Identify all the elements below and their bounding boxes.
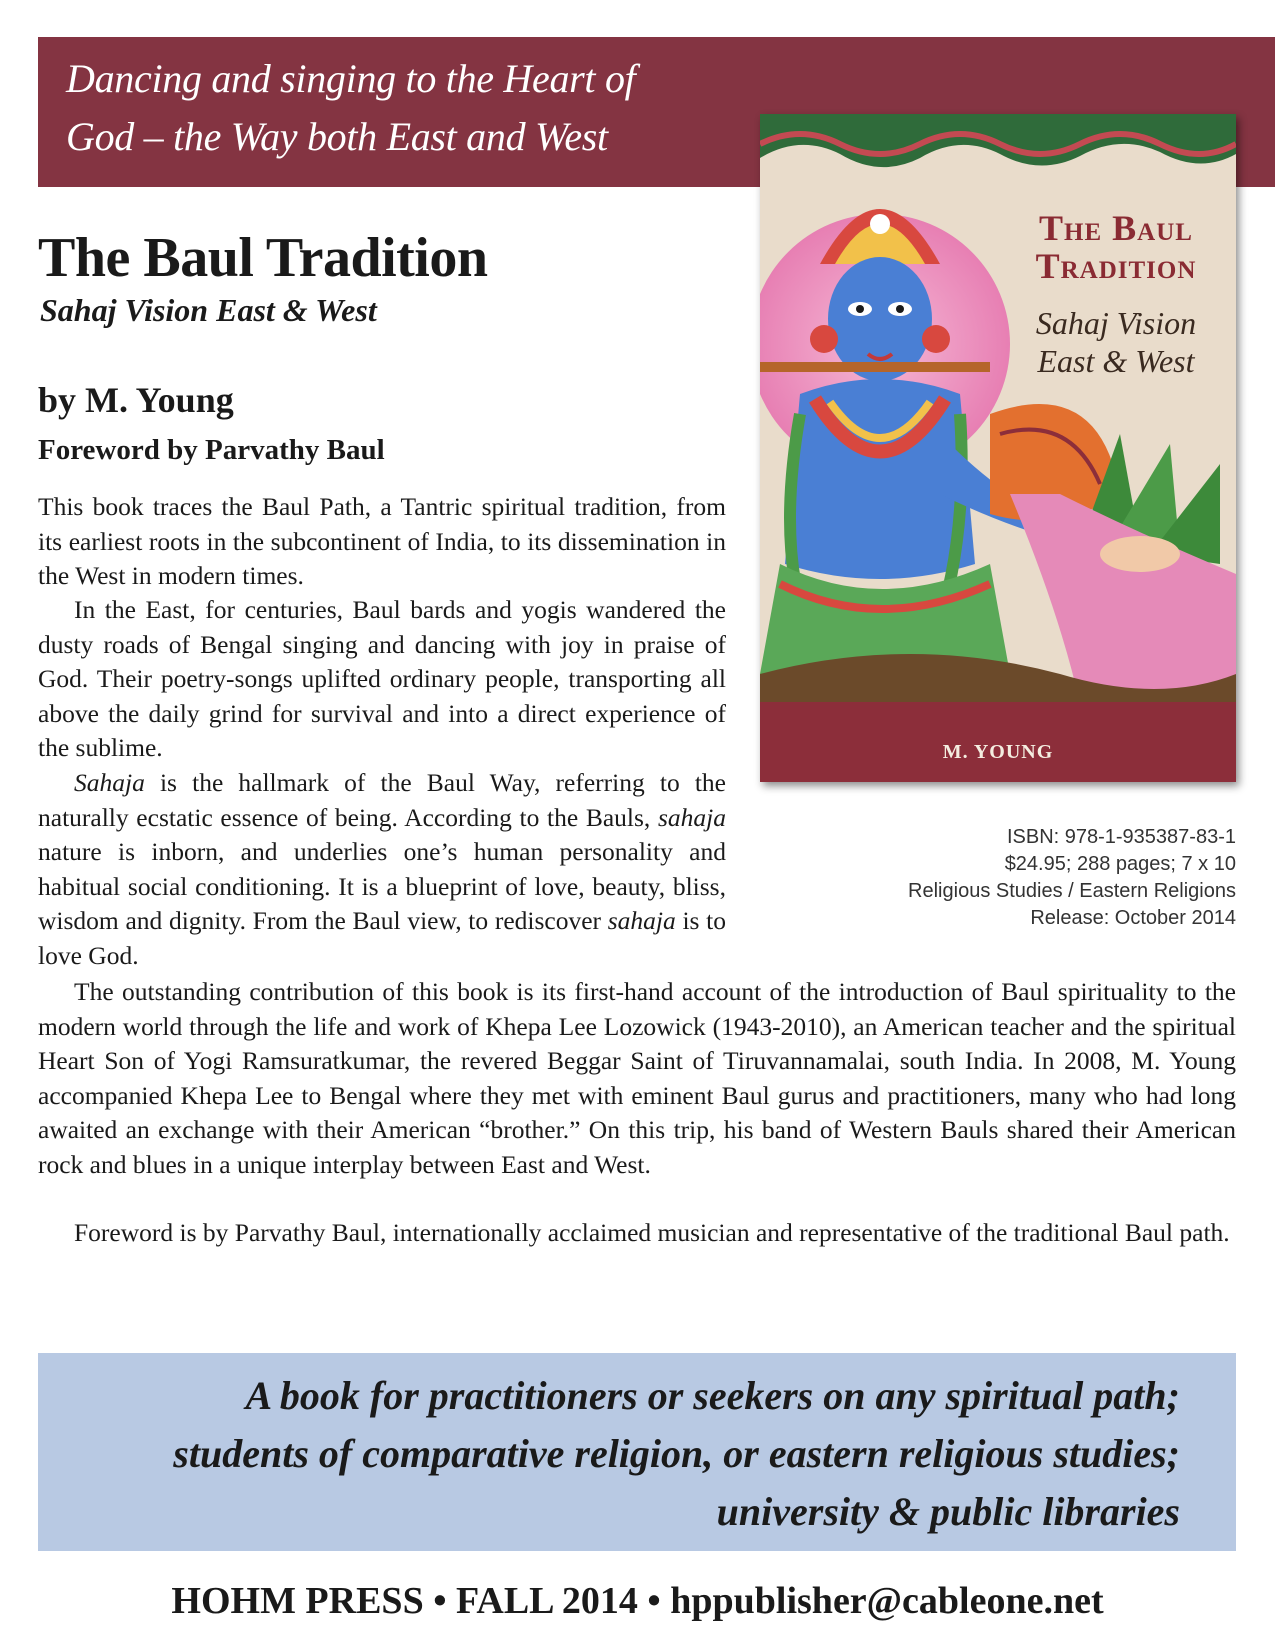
cover-subtitle-line-2: East & West [1037, 343, 1195, 379]
publisher-footer: HOHM PRESS • FALL 2014 • hppublisher@cableone.net [171, 1580, 1104, 1622]
tagline-line-1: Dancing and singing to the Heart of [66, 56, 636, 101]
paragraph-3-part-a: is the hallmark of the Baul Way, referring to the naturally ecstatic essence of being. According to the Bauls, [38, 768, 726, 832]
book-title: The Baul Tradition [38, 227, 488, 289]
book-subtitle: Sahaj Vision East & West [40, 292, 377, 328]
cover-author: M. YOUNG [942, 741, 1054, 763]
cover-subtitle-line-1: Sahaj Vision [1035, 305, 1197, 341]
callout-line-3: university & public libraries [716, 1489, 1180, 1534]
release-date: Release: October 2014 [1030, 907, 1236, 929]
cover-title [996, 209, 1236, 285]
callout-line-2: students of comparative religion, or eastern religious studies; [173, 1431, 1180, 1476]
price-pages-size: $24.95; 288 pages; 7 x 10 [1004, 853, 1236, 875]
cover-title-line-2: Tradition [1035, 246, 1197, 286]
book-metadata [820, 824, 1236, 932]
foreword-line: Foreword by Parvathy Baul [38, 434, 385, 466]
cover-subtitle [996, 304, 1236, 380]
cover-title-line-1: The Baul [1039, 208, 1193, 248]
author-line: by M. Young [38, 380, 234, 420]
body-paragraph-2: In the East, for centuries, Baul bards and yogis wandered the dusty roads of Bengal singing and dancing with joy in praise of God. Their poetry-songs uplifted ordinary people, transporting all above the daily grind for survival and into a direct experience of the sublime. [38, 595, 726, 762]
tagline-line-2: God – the Way both East and West [66, 114, 608, 159]
isbn: ISBN: 978-1-935387-83-1 [1006, 826, 1236, 848]
body-paragraph-5: Foreword is by Parvathy Baul, internationally acclaimed musician and representative of the traditional Baul path. [74, 1218, 1230, 1247]
paragraph-3-part-b: nature is inborn, and underlies one’s human personality and habitual social conditioning. It is a blueprint of love, beauty, bliss, wisdom and dignity. From the Baul view, to rediscover [38, 837, 726, 935]
callout-text [40, 1367, 1180, 1541]
sahaja-term-1: Sahaja [74, 768, 145, 797]
audience-callout [38, 1353, 1236, 1551]
sahaja-term-3: sahaja [607, 906, 676, 935]
body-paragraph-4: The outstanding contribution of this book is its first-hand account of the introduction of Baul spirituality to the modern world through the life and work of Khepa Lee Lozowick (1943-2010), an American teacher and the spiritual Heart Son of Yogi Ramsuratkumar, the revered Beggar Saint of Tiruvannamalai, south India. In 2008, M. Young accompanied Khepa Lee to Bengal where they met with eminent Baul gurus and practitioners, many who had long awaited an exchange with their American “brother.” On this trip, his band of Western Bauls shared their American rock and blues in a unique interplay between East and West. [38, 977, 1236, 1179]
paragraph-3-part-c: is to love God. [38, 906, 726, 970]
body-paragraph-3 [38, 766, 726, 973]
body-paragraph-1: This book traces the Baul Path, a Tantric spiritual tradition, from its earliest roots in the subcontinent of India, to its dissemination in the West in modern times. [38, 492, 726, 590]
category: Religious Studies / Eastern Religions [908, 880, 1236, 902]
book-cover-image [760, 114, 1236, 782]
banner-tagline [66, 50, 746, 166]
sahaja-term-2: sahaja [657, 802, 726, 832]
callout-line-1: A book for practitioners or seekers on any spiritual path; [245, 1373, 1180, 1418]
